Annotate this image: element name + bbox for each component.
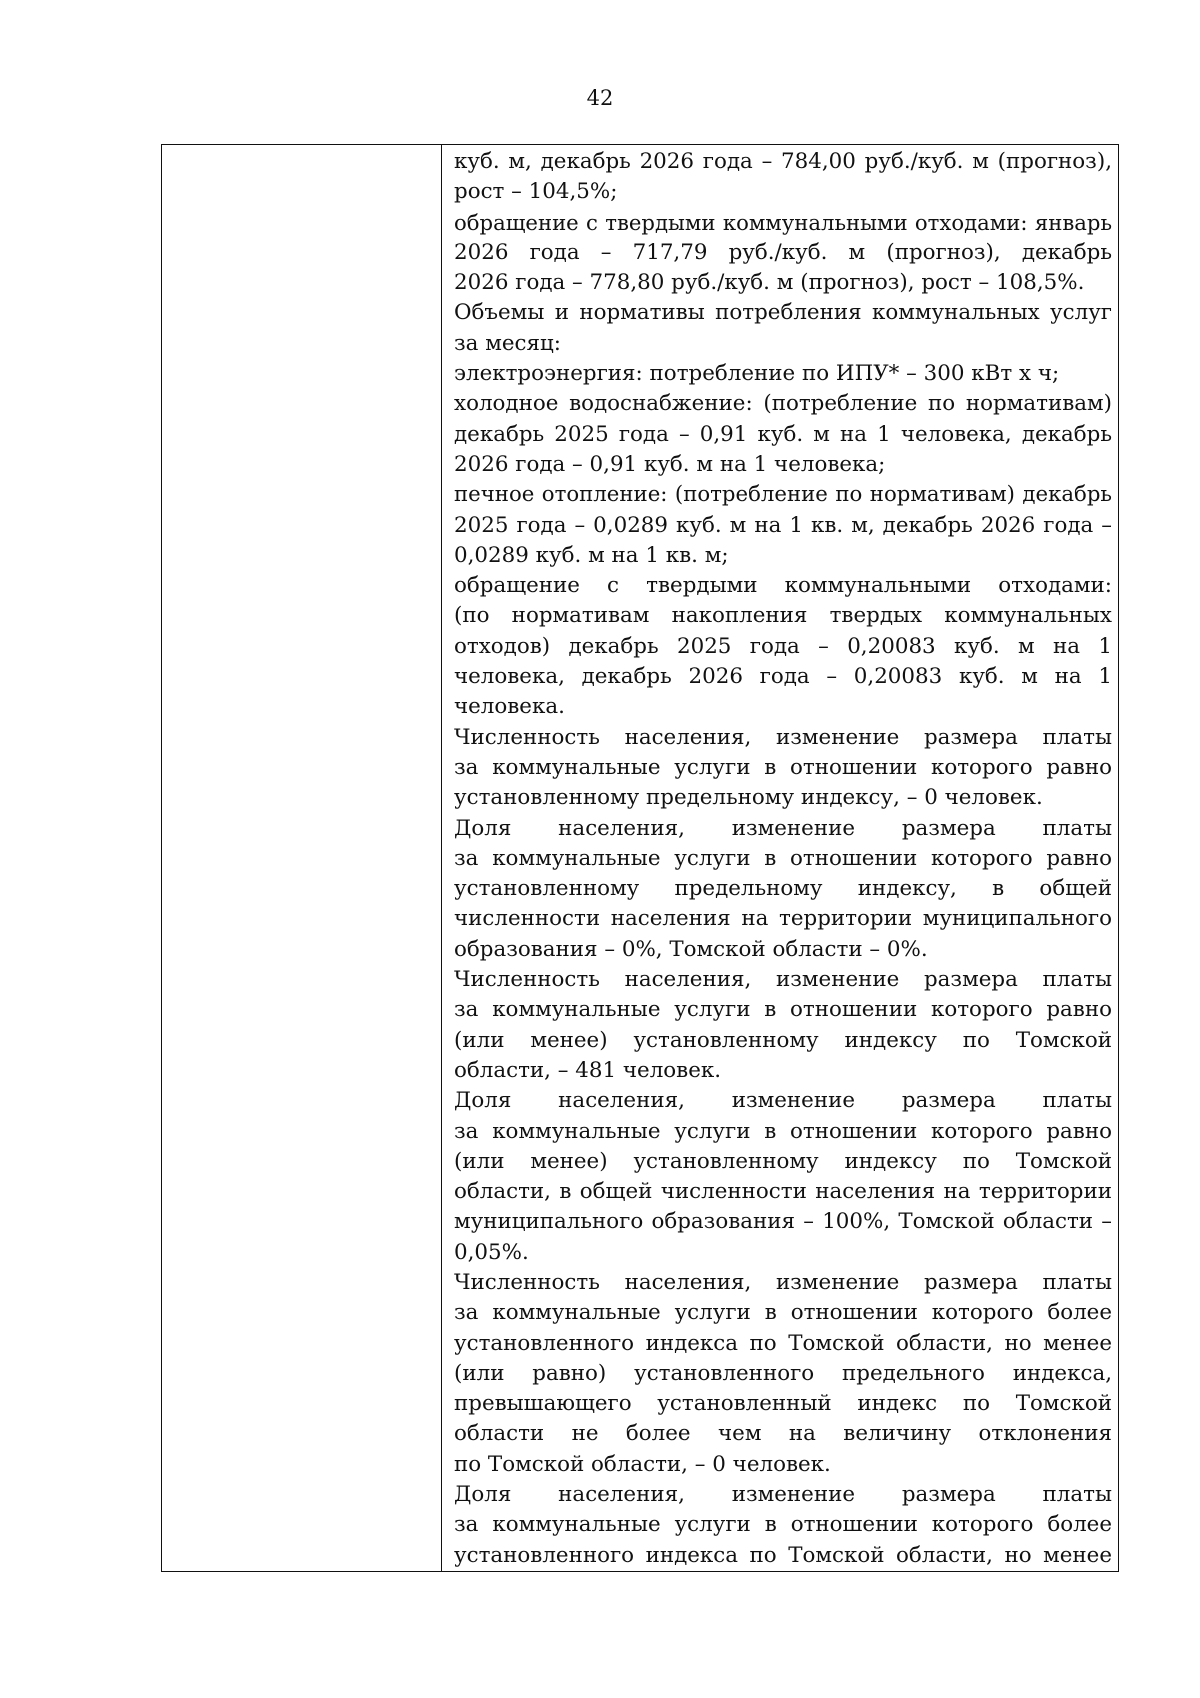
text-line: Численность населения, изменение размера платы [454, 967, 1112, 993]
text-line: 2026 года – 0,91 куб. м на 1 человека; [454, 451, 886, 477]
text-line: по Томской области, – 0 человек. [454, 1451, 831, 1477]
page-number: 42 [586, 86, 614, 110]
text-line: 2026 года – 717,79 руб./куб. м (прогноз), декабрь [454, 239, 1112, 265]
text-line: установленному предельному индексу, в общей [454, 876, 1112, 902]
text-line: образования – 0%, Томской области – 0%. [454, 936, 928, 962]
text-line: Объемы и нормативы потребления коммунальных услуг [454, 300, 1112, 326]
text-line: человека. [454, 694, 565, 720]
text-line: Численность населения, изменение размера платы [454, 1269, 1112, 1295]
text-line: области, в общей численности населения на территории [454, 1179, 1112, 1205]
text-line: (или равно) установленного предельного индекса, [454, 1360, 1112, 1386]
text-line: установленного индекса по Томской области, но менее [454, 1542, 1112, 1568]
text-line: Доля населения, изменение размера платы [454, 815, 1112, 841]
text-line: (или менее) установленному индексу по Томской [454, 1027, 1112, 1053]
text-line: области не более чем на величину отклонения [454, 1421, 1112, 1447]
text-line: 2025 года – 0,0289 куб. м на 1 кв. м, декабрь 2026 года – [454, 512, 1112, 538]
text-line: численности населения на территории муниципального [454, 906, 1112, 932]
text-line: отходов) декабрь 2025 года – 0,20083 куб. м на 1 [454, 633, 1112, 659]
text-line: 0,0289 куб. м на 1 кв. м; [454, 542, 729, 568]
text-line: за месяц: [454, 330, 561, 356]
text-line: установленному предельному индексу, – 0 человек. [454, 785, 1043, 811]
text-line: человека, декабрь 2026 года – 0,20083 куб. м на 1 [454, 664, 1112, 690]
text-line: за коммунальные услуги в отношении которого равно [454, 997, 1112, 1023]
text-line: муниципального образования – 100%, Томской области – [454, 1209, 1112, 1235]
text-line: за коммунальные услуги в отношении которого более [454, 1512, 1112, 1538]
text-line: Доля населения, изменение размера платы [454, 1482, 1112, 1508]
text-line: установленного индекса по Томской области, но менее [454, 1330, 1112, 1356]
text-line: превышающего установленный индекс по Томской [454, 1391, 1112, 1417]
text-line: за коммунальные услуги в отношении которого более [454, 1300, 1112, 1326]
text-line: 2026 года – 778,80 руб./куб. м (прогноз), рост – 108,5%. [454, 270, 1085, 296]
text-line: области, – 481 человек. [454, 1057, 722, 1083]
text-line: рост – 104,5%; [454, 179, 618, 205]
text-line: электроэнергия: потребление по ИПУ* – 300 кВт х ч; [454, 361, 1060, 387]
text-line: печное отопление: (потребление по нормативам) декабрь [454, 482, 1112, 508]
text-line: за коммунальные услуги в отношении которого равно [454, 1118, 1112, 1144]
text-line: холодное водоснабжение: (потребление по нормативам) [454, 391, 1112, 417]
text-line: Доля населения, изменение размера платы [454, 1088, 1112, 1114]
text-line: 0,05%. [454, 1239, 529, 1265]
text-line: (или менее) установленному индексу по Томской [454, 1148, 1112, 1174]
text-line: обращение с твердыми коммунальными отходами: [454, 573, 1112, 599]
text-line: Численность населения, изменение размера платы [454, 724, 1112, 750]
text-line: за коммунальные услуги в отношении которого равно [454, 754, 1112, 780]
text-line: (по нормативам накопления твердых коммунальных [454, 603, 1112, 629]
text-line: декабрь 2025 года – 0,91 куб. м на 1 человека, декабрь [454, 421, 1112, 447]
column-divider [441, 145, 442, 1571]
text-line: за коммунальные услуги в отношении которого равно [454, 845, 1112, 871]
table-cell-right [454, 147, 1112, 1571]
table-cell-left [162, 145, 441, 1571]
text-line: куб. м, декабрь 2026 года – 784,00 руб./куб. м (прогноз), [454, 149, 1112, 174]
document-table [161, 144, 1119, 1572]
text-line: обращение с твердыми коммунальными отходами: январь [454, 209, 1112, 235]
